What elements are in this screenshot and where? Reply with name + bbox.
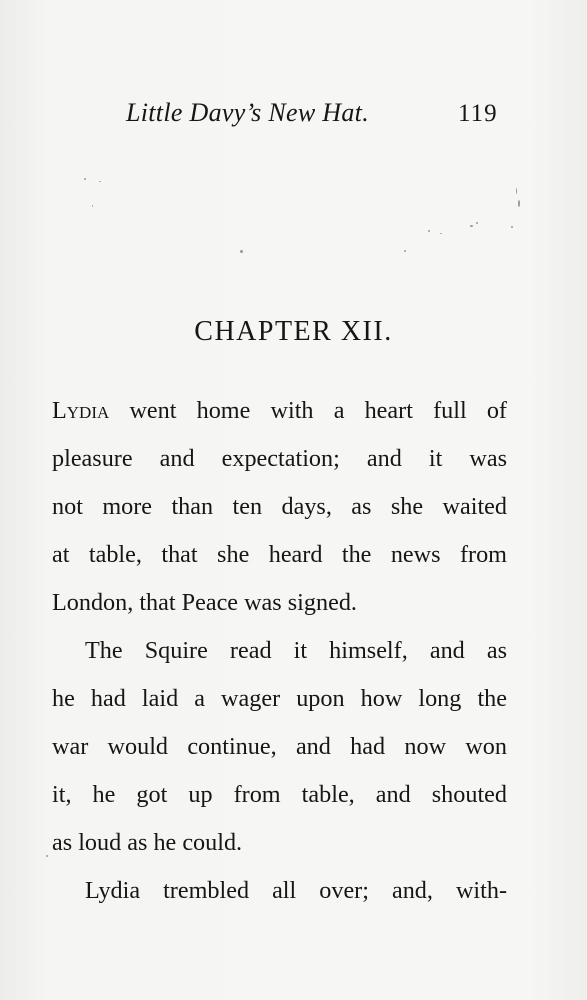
text-line: pleasure and expectation; and it was [52, 445, 507, 472]
ink-speck [511, 226, 513, 228]
text-line: The Squire read it himself, and as [85, 637, 507, 664]
text-line: it, he got up from table, and shouted [52, 781, 507, 808]
ink-speck [428, 230, 430, 232]
chapter-heading: CHAPTER XII. [194, 316, 393, 347]
ink-speck [518, 200, 520, 207]
ink-speck [440, 233, 442, 234]
running-title: Little Davy’s New Hat. [126, 98, 369, 127]
page-number: 119 [458, 100, 498, 127]
text-line: Lydia trembled all over; and, with- [85, 877, 507, 904]
text-line [52, 396, 507, 444]
ink-speck [84, 178, 86, 180]
text-line: at table, that she heard the news from [52, 541, 507, 568]
lead-word: Lydia [52, 397, 110, 424]
running-head [0, 98, 587, 138]
text-line: war would continue, and had now won [52, 733, 507, 760]
ink-speck [476, 222, 478, 224]
ink-speck [404, 250, 406, 252]
text-line: London, that Peace was signed. [52, 589, 357, 616]
ink-speck [99, 181, 101, 182]
ink-speck [240, 250, 243, 253]
line-text: went home with a heart full of [109, 397, 507, 424]
ink-speck [92, 205, 93, 207]
ink-speck [46, 855, 48, 857]
text-line: he had laid a wager upon how long the [52, 685, 507, 712]
ink-speck [470, 225, 473, 227]
ink-speck [516, 188, 517, 194]
text-line: as loud as he could. [52, 829, 243, 856]
text-line: not more than ten days, as she waited [52, 493, 507, 520]
